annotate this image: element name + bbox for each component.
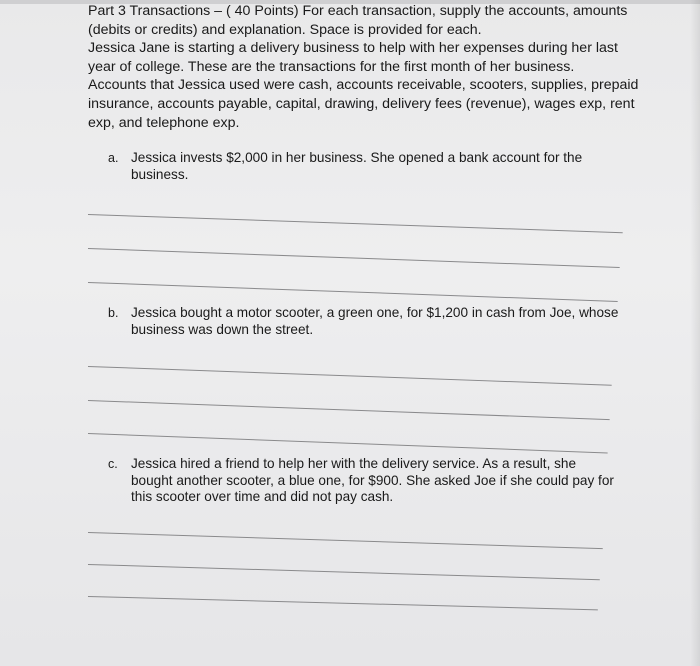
question-marker: a.	[108, 151, 119, 165]
answer-line-c-2[interactable]	[88, 564, 600, 580]
instructions-line: Jessica Jane is starting a delivery business to help with her expenses during her last	[88, 40, 618, 57]
answer-line-b-1[interactable]	[88, 366, 612, 386]
instructions-line: insurance, accounts payable, capital, drawing, delivery fees (revenue), wages exp, rent	[88, 95, 635, 112]
answer-line-c-1[interactable]	[88, 532, 603, 549]
question-text	[131, 305, 628, 338]
answer-line-a-2[interactable]	[88, 248, 620, 268]
instructions-paragraph	[88, 2, 658, 132]
answer-line-c-3[interactable]	[88, 596, 598, 610]
question-line: business was down the street.	[131, 321, 314, 337]
question-b	[108, 305, 628, 338]
instructions-line: Accounts that Jessica used were cash, accounts receivable, scooters, supplies, prepaid	[88, 77, 639, 94]
instructions-line: (debits or credits) and explanation. Space is provided for each.	[88, 21, 482, 38]
answer-line-b-2[interactable]	[88, 400, 610, 420]
instructions-line: year of college. These are the transactions for the first month of her business.	[88, 58, 575, 75]
answer-line-a-3[interactable]	[88, 282, 618, 302]
instructions-line: exp, and telephone exp.	[88, 114, 240, 131]
question-marker: c.	[108, 457, 118, 471]
question-line: this scooter over time and did not pay cash.	[131, 489, 394, 504]
question-marker: b.	[108, 306, 119, 320]
question-a	[108, 150, 628, 183]
question-line: Jessica hired a friend to help her with the delivery service. As a result, she	[131, 456, 577, 471]
question-line: Jessica invests $2,000 in her business. She opened a bank account for the	[131, 150, 583, 165]
instructions-line: Part 3 Transactions – ( 40 Points) For each transaction, supply the accounts, amounts	[88, 3, 628, 19]
question-text	[131, 456, 628, 506]
page-shadow	[690, 0, 700, 666]
question-line: business.	[131, 166, 189, 182]
answer-line-a-1[interactable]	[88, 214, 623, 233]
question-text	[131, 150, 628, 183]
question-line: bought another scooter, a blue one, for $900. She asked Joe if she could pay for	[131, 472, 614, 488]
answer-line-b-3[interactable]	[88, 433, 608, 454]
question-c	[108, 456, 628, 506]
question-line: Jessica bought a motor scooter, a green one, for $1,200 in cash from Joe, whose	[131, 305, 619, 320]
